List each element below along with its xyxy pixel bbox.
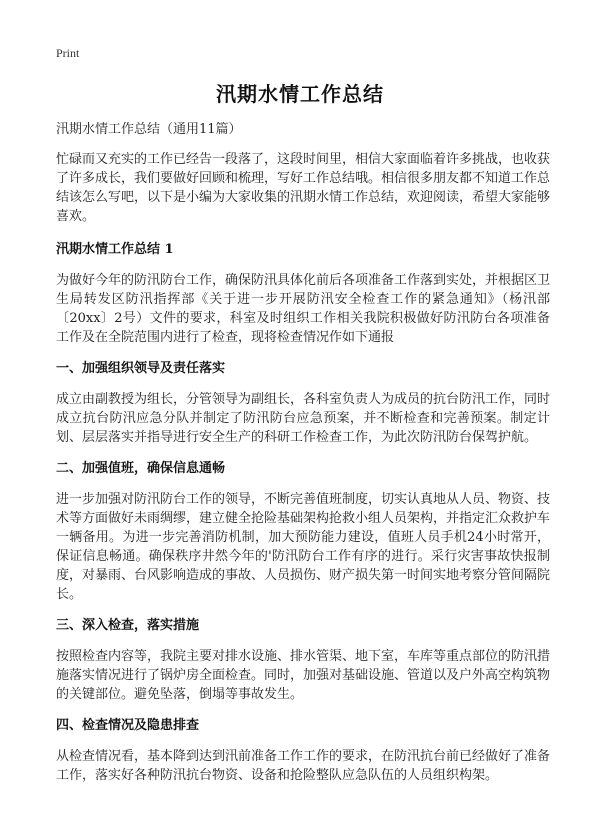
section-2 (56, 359, 550, 447)
section-heading: 四、检查情况及隐患排查 (56, 718, 200, 733)
document-body (56, 120, 550, 797)
section-5 (56, 716, 550, 785)
page-title: 汛期水情工作总结 (216, 82, 384, 106)
section-paragraph: 进一步加强对防汛防台工作的领导，不断完善值班制度，切实认真地从人员、物资、技术等方面做好未雨绸缪，建立健全抢险基础架构抢救小组人员架构，并指定汇众救护车一辆备用。为进一步完善消防机制，加大预防能力建设，值班人员手机24小时常开，保证信息畅通。确保秩序井然今年的'防汛防台工作有序的进行。采行灾害事故快报制度，对暴雨、台风影响造成的事故、人员损伤、财产损失第一时间实地考察分管间隔院长。 (56, 492, 551, 602)
section-4 (56, 616, 550, 704)
section-1 (56, 240, 550, 347)
intro-paragraph: 忙碌而又充实的工作已经告一段落了，这段时间里，相信大家面临着许多挑战，也收获了许多成长，我们要做好回顾和梳理，写好工作总结哦。相信很多朋友都不知道工作总结该怎么写吧，以下是小编为大家收集的汛期水情工作总结，欢迎阅读，希望大家能够喜欢。 (56, 152, 551, 224)
section-paragraph: 成立由副教授为组长，分管领导为副组长，各科室负责人为成员的抗台防汛工作，同时成立抗台防汛应急分队并制定了防汛防台应急预案，并不断检查和完善预案。制定计划、层层落实并指导进行安全生产的科研工作检查工作，为此次防汛防台保驾护航。 (56, 392, 551, 445)
section-paragraph: 按照检查内容等，我院主要对排水设施、排水管渠、地下室，车库等重点部位的防汛措施落实情况进行了锅炉房全面检查。同时，加强对基础设施、管道以及户外高空构筑物的关键部位。避免坠落，倒塌等事故发生。 (56, 649, 551, 702)
document-subtitle: 汛期水情工作总结（通用11篇） (56, 122, 242, 137)
section-paragraph: 从检查情况看，基本降到达到汛前准备工作工作的要求，在防汛抗台前已经做好了准备工作，落实好各种防汛抗台物资、设备和抢险整队应急队伍的人员组织构架。 (56, 749, 551, 783)
section-paragraph: 为做好今年的防汛防台工作，确保防汛具体化前后各项准备工作落到实处，并根据区卫生局转发区防汛指挥部《关于进一步开展防汛安全检查工作的紧急通知》（杨汛部〔20xx〕2号）文件的要求，科室及时组织工作相关我院积极做好防汛防台各项准备工作及在全院范围内进行了检查，现将检查情况作如下通报 (56, 273, 551, 345)
section-heading: 一、加强组织领导及责任落实 (56, 361, 226, 376)
section-heading: 三、深入检查，落实措施 (56, 618, 200, 633)
section-3 (56, 459, 550, 604)
section-heading: 汛期水情工作总结 1 (56, 242, 174, 257)
print-label[interactable]: Print (56, 46, 80, 60)
section-heading: 二、加强值班，确保信息通畅 (56, 461, 226, 476)
